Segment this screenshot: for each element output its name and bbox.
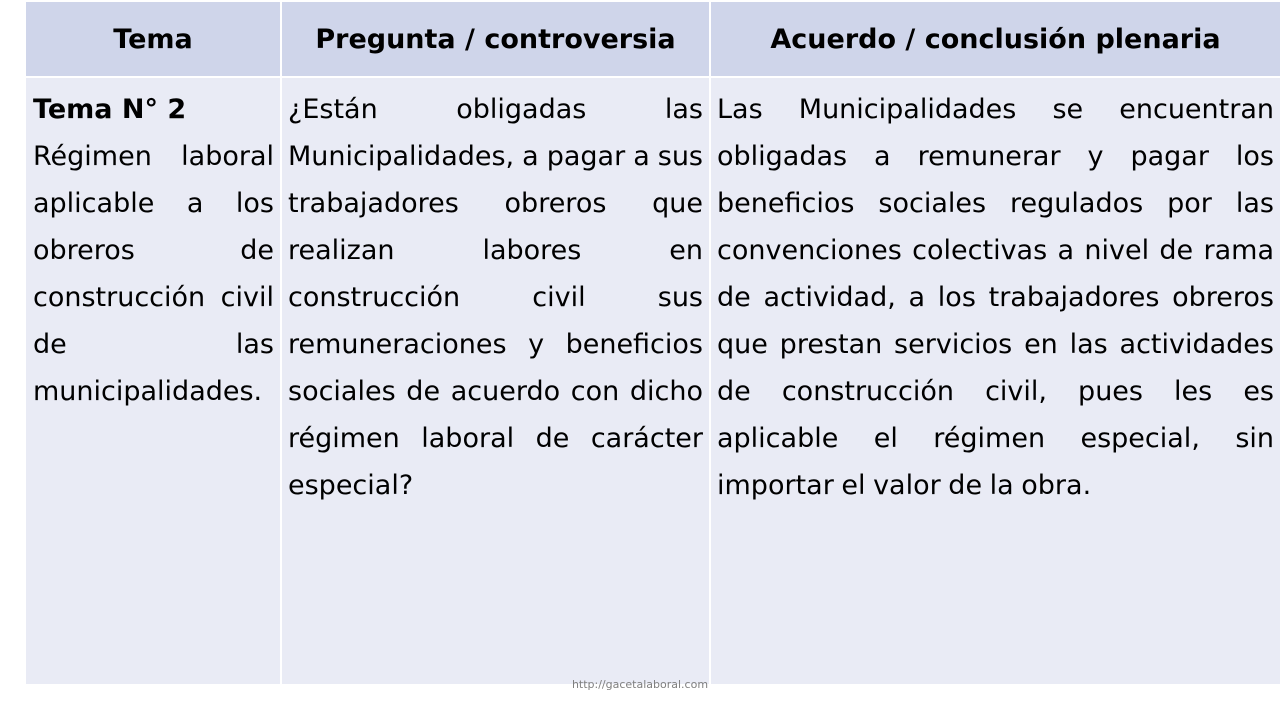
plenary-agreement-table: [24, 0, 1280, 686]
header-acuerdo: Acuerdo / conclusión plenaria: [710, 1, 1280, 77]
cell-pregunta: ¿Están obligadas las Municipalidades, a pagar a sus trabajadores obreros que realizan labores en construcción civil sus remuneraciones y beneficios sociales de acuerdo con dicho régimen laboral de carácter especial?: [281, 77, 710, 685]
table-row: [25, 77, 1280, 685]
cell-tema: [25, 77, 281, 685]
source-url: http://gacetalaboral.com: [571, 678, 709, 691]
header-pregunta: Pregunta / controversia: [281, 1, 710, 77]
cell-acuerdo: Las Municipalidades se encuentran obligadas a remunerar y pagar los beneficios sociales regulados por las convenciones colectivas a nivel de rama de actividad, a los trabajadores obreros que prestan servicios en las actividades de construcción civil, pues les es aplicable el régimen especial, sin importar el valor de la obra.: [710, 77, 1280, 685]
tema-description: Régimen laboral aplicable a los obreros de construcción civil de las municipalidades.: [33, 141, 274, 407]
tema-number: Tema N° 2: [33, 94, 187, 125]
header-tema: Tema: [25, 1, 281, 77]
table-header-row: [25, 1, 1280, 77]
